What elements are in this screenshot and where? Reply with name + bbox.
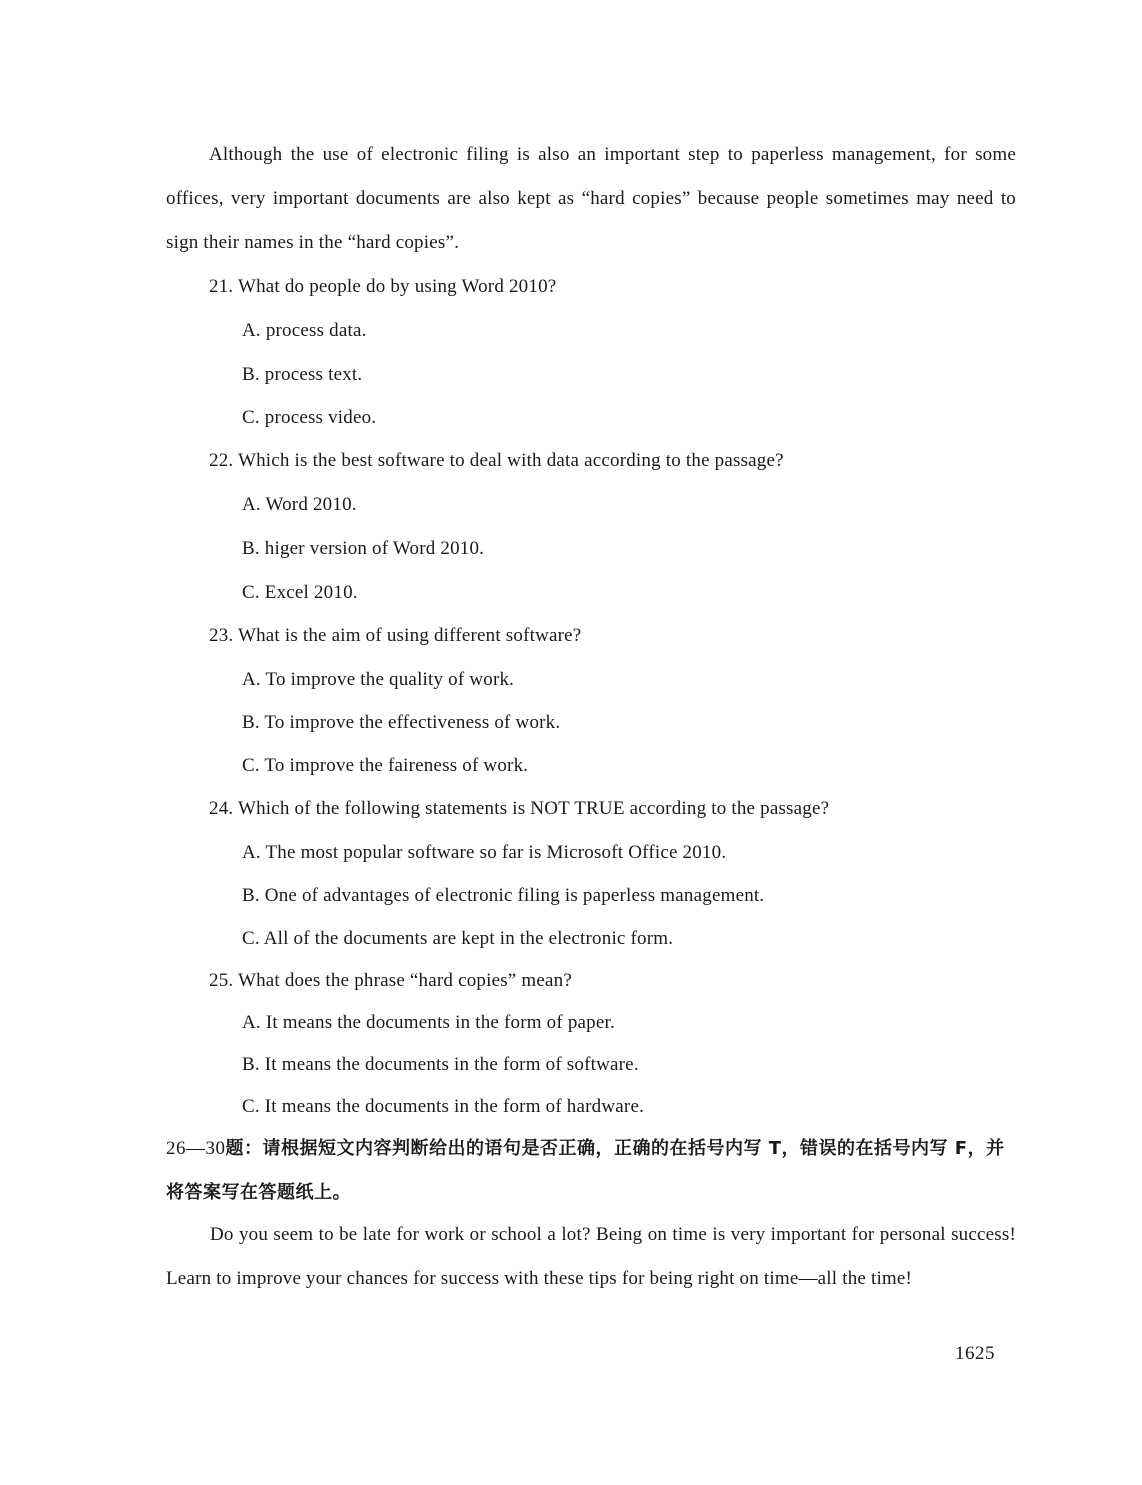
passage-two-paragraph: Do you seem to be late for work or school a lot? Being on time is very important for personal success! Learn to improve your chances for success with these tips for being right on time—all the time!: [166, 1224, 1016, 1289]
question-21-option-b: B. process text.: [242, 364, 363, 385]
section-heading-26-30: [166, 1127, 1016, 1215]
question-22-stem: 22. Which is the best software to deal with data according to the passage?: [209, 450, 784, 471]
section-heading-text: 题：请根据短文内容判断给出的语句是否正确，正确的在括号内写 T，错误的在括号内写 F，并将答案写在答题纸上。: [166, 1138, 1005, 1203]
question-21-option-a: A. process data.: [242, 320, 367, 341]
question-24-option-b: B. One of advantages of electronic filing is paperless management.: [242, 885, 765, 906]
question-23-option-b: B. To improve the effectiveness of work.: [242, 712, 561, 733]
page-number: 1625: [955, 1343, 995, 1364]
question-25-option-b: B. It means the documents in the form of software.: [242, 1054, 639, 1075]
question-24-option-a: A. The most popular software so far is Microsoft Office 2010.: [242, 842, 727, 863]
section-heading-number: 26—30: [166, 1138, 226, 1159]
passage-intro-paragraph: Although the use of electronic filing is also an important step to paperless management, for some offices, very important documents are also kept as “hard copies” because people sometimes may need to sign their names in the “hard copies”.: [166, 144, 1016, 253]
question-21-option-c: C. process video.: [242, 407, 377, 428]
question-25-stem: 25. What does the phrase “hard copies” mean?: [209, 970, 572, 991]
question-21-stem: 21. What do people do by using Word 2010?: [209, 276, 557, 297]
question-25-option-c: C. It means the documents in the form of hardware.: [242, 1096, 645, 1117]
question-23-option-c: C. To improve the faireness of work.: [242, 755, 529, 776]
question-23-stem: 23. What is the aim of using different software?: [209, 625, 582, 646]
question-22-option-c: C. Excel 2010.: [242, 582, 358, 603]
question-23-option-a: A. To improve the quality of work.: [242, 669, 515, 690]
question-25-option-a: A. It means the documents in the form of paper.: [242, 1012, 615, 1033]
question-22-option-a: A. Word 2010.: [242, 494, 357, 515]
question-24-option-c: C. All of the documents are kept in the electronic form.: [242, 928, 674, 949]
question-22-option-b: B. higer version of Word 2010.: [242, 538, 485, 559]
question-24-stem: 24. Which of the following statements is NOT TRUE according to the passage?: [209, 798, 830, 819]
